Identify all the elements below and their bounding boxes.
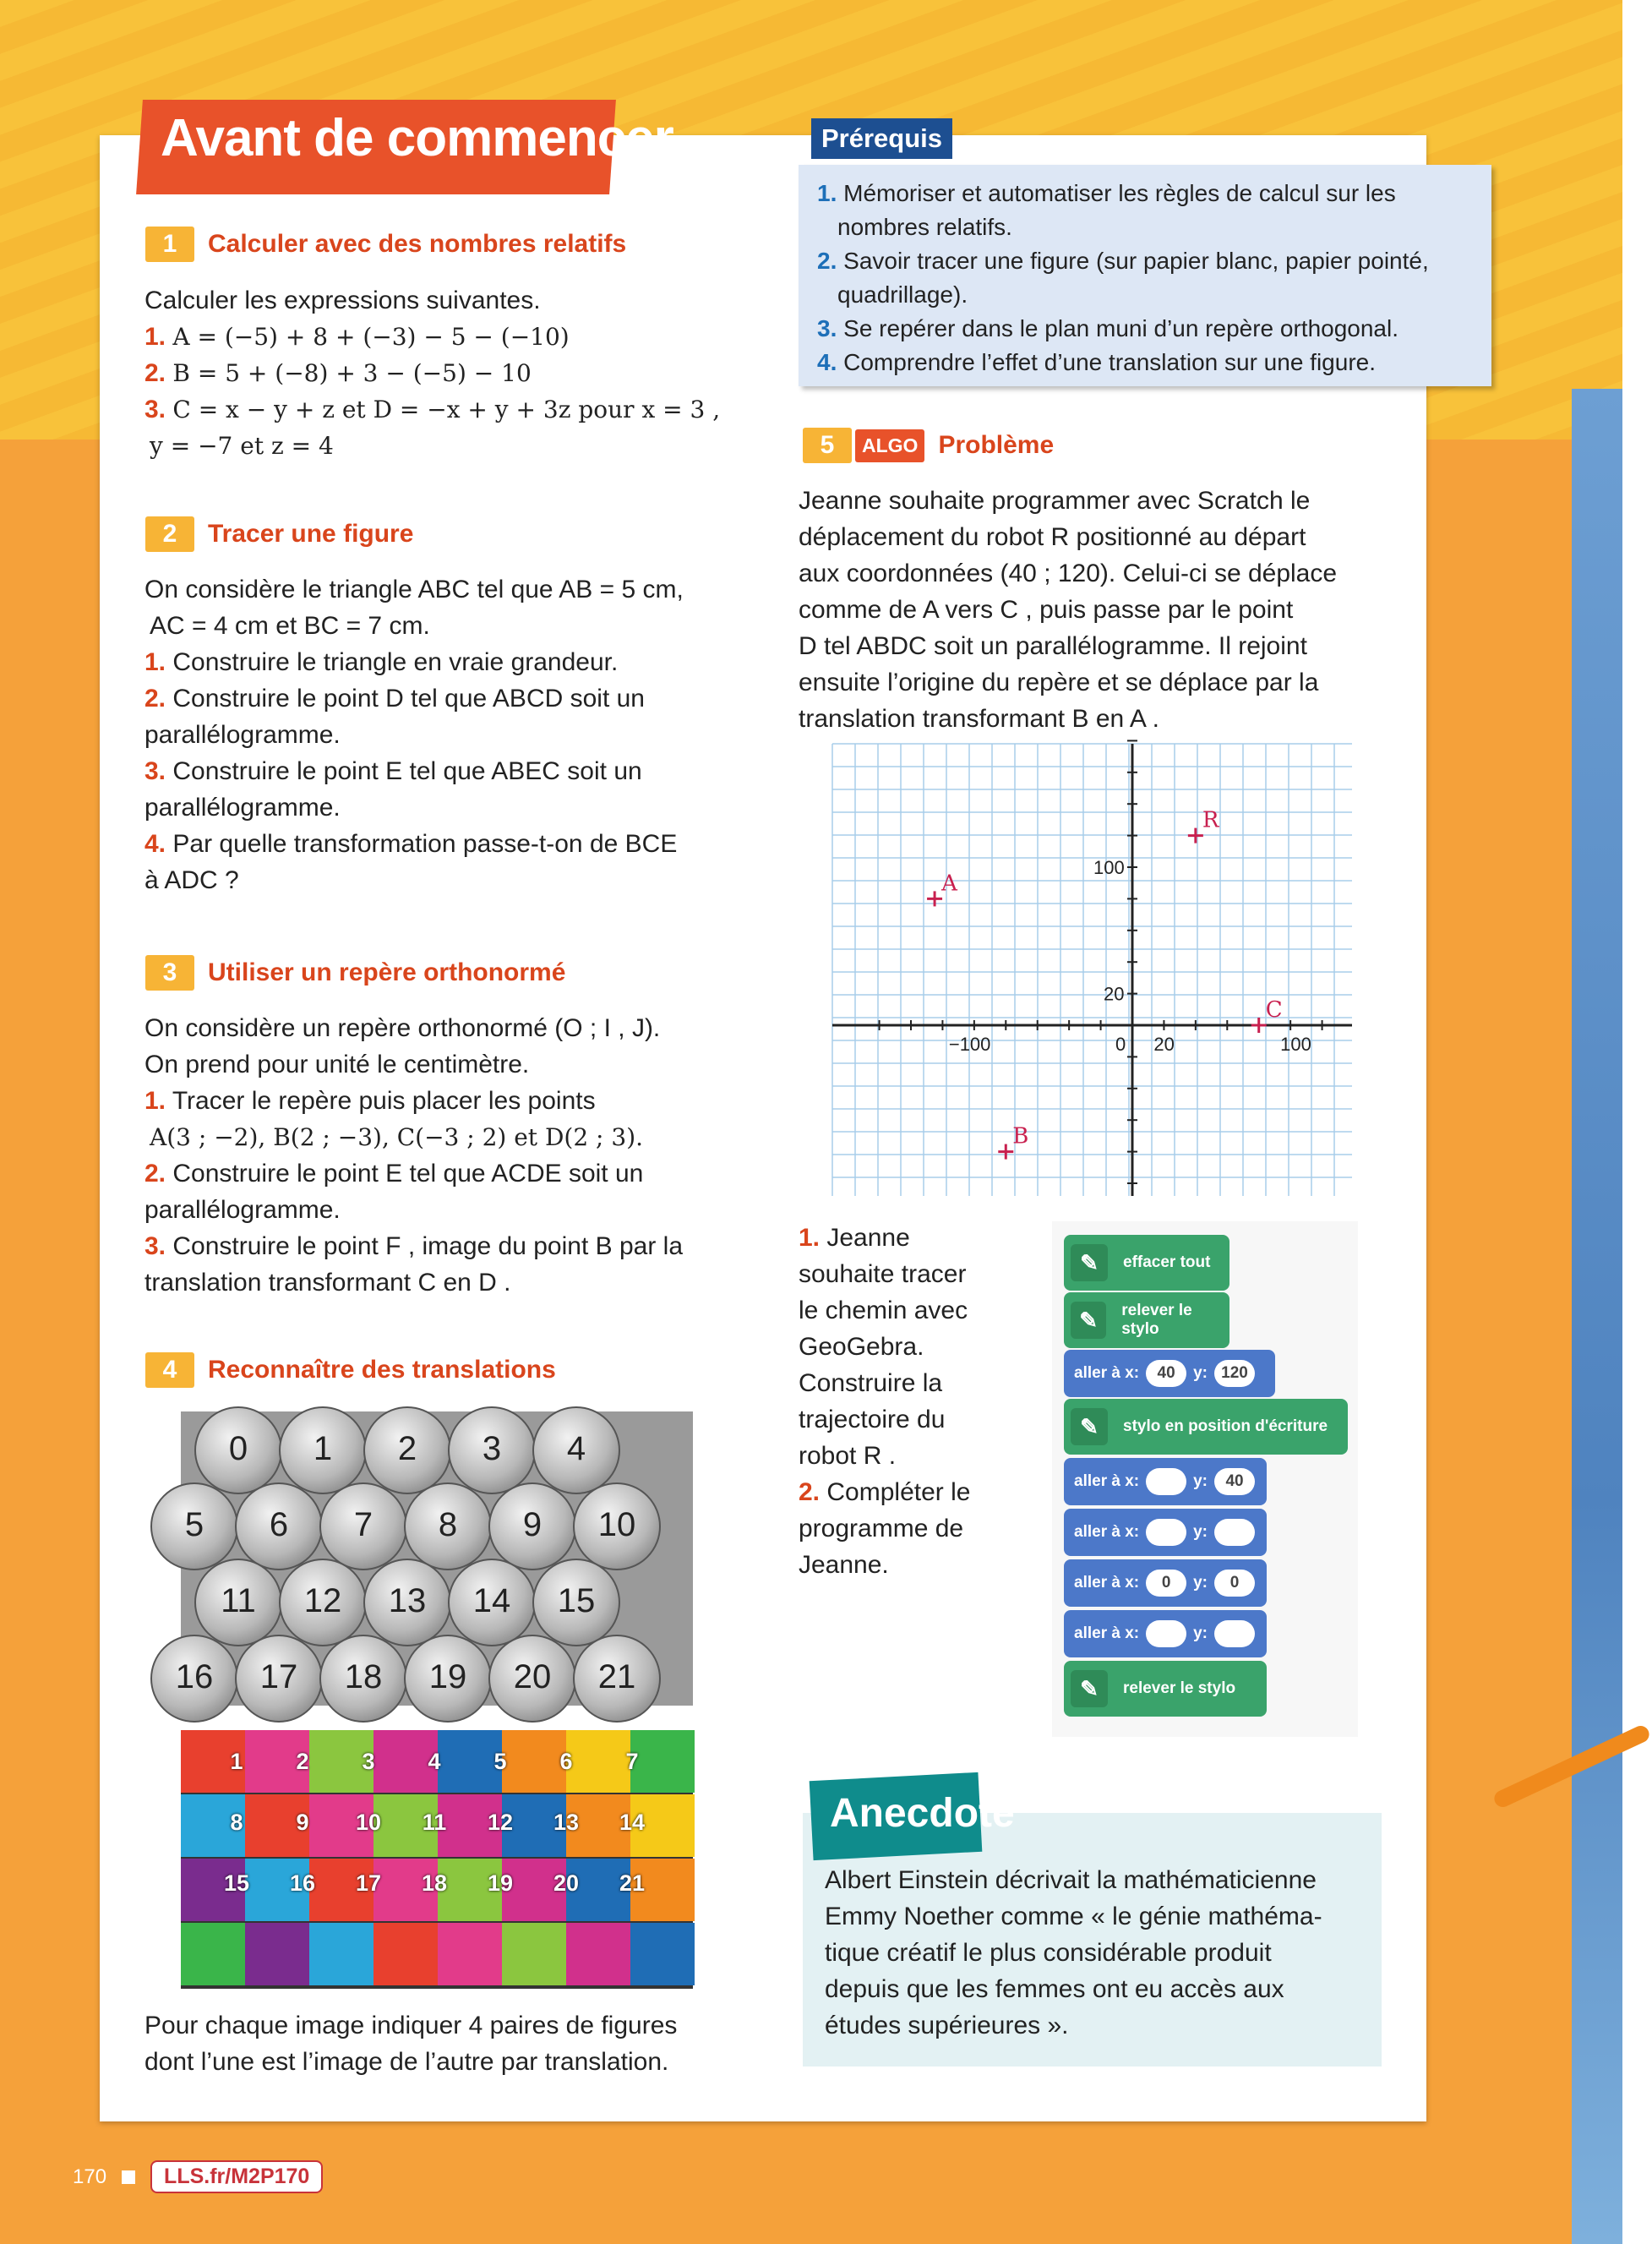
puzzle-number: 11 [422, 1810, 447, 1835]
coin [279, 1406, 367, 1494]
puzzle-number: 4 [428, 1749, 441, 1774]
puzzle-number: 12 [487, 1810, 514, 1835]
coin [532, 1559, 620, 1646]
coin-number: 5 [184, 1506, 204, 1543]
coin-number: 8 [438, 1506, 458, 1543]
coin-number: 20 [513, 1658, 552, 1695]
coin [235, 1635, 323, 1723]
puzzle-number: 5 [493, 1749, 507, 1774]
scratch-block-clear[interactable]: ✎ effacer tout [1064, 1235, 1229, 1291]
point-label: B [1012, 1123, 1029, 1149]
coin [363, 1406, 451, 1494]
section-3-body: On considère un repère orthonormé (O ; I , J). On prend pour unité le centimètre. 1. Tracer le repère puis placer les points A(3 ; −2), B(2 ; −3), C(−3 ; 2) et D(2 ; 3). 2. Construire le point E tel que ACDE soit un parallélogramme. 3. Construire le point F , image du point B par la translation transformant C en D . [144, 1014, 684, 1297]
coin [235, 1482, 323, 1570]
point-label: R [1202, 807, 1219, 833]
scratch-block-goto[interactable]: aller à x: y: [1064, 1509, 1267, 1556]
algo-tag: ALGO [855, 429, 924, 462]
section-title: Reconnaître des translations [208, 1356, 556, 1384]
anecdote-title: Anecdote [830, 1791, 1015, 1836]
puzzle-piece [181, 1923, 245, 1985]
prereq-tag: Prérequis [811, 118, 952, 159]
coin-number: 13 [388, 1582, 427, 1619]
coin-number: 14 [472, 1582, 511, 1619]
coin-number: 10 [597, 1506, 636, 1543]
anecdote-text: Albert Einstein décrivait la mathématicienne Emmy Noether comme « le génie mathéma- tique créatif le plus considérable produit depuis que les femmes ont eu accès aux études supérieures ». [825, 1866, 1322, 2039]
pen-icon: ✎ [1071, 1670, 1108, 1707]
section-number: 1 [145, 227, 194, 262]
section-number: 3 [145, 955, 194, 991]
puzzle-piece [566, 1923, 630, 1985]
puzzle-image [181, 1730, 693, 1989]
puzzle-number: 21 [619, 1870, 646, 1896]
coordinate-graph [832, 744, 1352, 1196]
coin-number: 9 [522, 1506, 542, 1543]
section-1-body: Calculer les expressions suivantes. 1. A = (−5) + 8 + (−3) − 5 − (−10) 2. B = 5 + (−8) + 3 − (−5) − 10 3. C = x − y + z et D = −x + y + 3z pour x = 3 , y = −7 et z = 4 [144, 287, 721, 460]
page-title: Avant de commencer [161, 109, 673, 167]
coin [573, 1635, 661, 1723]
scratch-program [1052, 1221, 1358, 1737]
puzzle-number: 16 [289, 1870, 316, 1896]
coins-image [175, 1411, 693, 1706]
prereq-box [799, 165, 1491, 386]
section-number: 2 [145, 516, 194, 552]
scratch-block-goto[interactable]: aller à x: 0 y: 0 [1064, 1559, 1267, 1607]
scratch-block-goto[interactable]: aller à x: y: 40 [1064, 1458, 1267, 1505]
coin [363, 1559, 451, 1646]
puzzle-piece [309, 1923, 373, 1985]
scratch-block-goto[interactable]: aller à x: 40 y: 120 [1064, 1350, 1275, 1397]
resource-link[interactable]: LLS.fr/M2P170 [150, 2160, 323, 2193]
x-tick-label: 0 [1115, 1034, 1126, 1055]
coin-number: 19 [428, 1658, 467, 1695]
puzzle-number: 1 [230, 1749, 243, 1774]
puzzle-piece [373, 1923, 438, 1985]
section-5-body: Jeanne souhaite programmer avec Scratch le déplacement du robot R positionné au départ aux coordonnées (40 ; 120). Celui-ci se déplace comme de A vers C , puis passe par le point D tel ABDC soit un parallélogramme. Il rejoint ensuite l’origine du repère et se déplace par la translation transformant B en A . [799, 487, 1338, 733]
section-3-header [145, 955, 565, 991]
y-tick-label: 100 [1093, 857, 1125, 878]
puzzle-number: 19 [487, 1870, 514, 1896]
coin-number: 21 [597, 1658, 636, 1695]
puzzle-piece [502, 1923, 566, 1985]
scratch-block-pen-up[interactable]: ✎ relever le stylo [1064, 1292, 1229, 1348]
pen-icon: ✎ [1071, 1244, 1108, 1281]
puzzle-number: 8 [230, 1810, 243, 1835]
scratch-block-goto[interactable]: aller à x: y: [1064, 1610, 1267, 1657]
pen-icon: ✎ [1071, 1302, 1106, 1339]
scratch-block-pen-up[interactable]: ✎ relever le stylo [1064, 1661, 1267, 1717]
coin [150, 1635, 238, 1723]
puzzle-number: 14 [619, 1810, 646, 1835]
coin-number: 16 [175, 1658, 214, 1695]
coin [194, 1559, 282, 1646]
coin-number: 1 [313, 1430, 333, 1467]
puzzle-piece [245, 1923, 309, 1985]
square-icon [122, 2170, 135, 2184]
section-title: Utiliser un repère orthonormé [208, 958, 566, 986]
coin-number: 12 [303, 1582, 342, 1619]
prereq-item: 1. Mémoriser et automatiser les règles de calcul sur les nombres relatifs. [817, 180, 1396, 240]
sky-photo [1572, 389, 1622, 2244]
page-number: 170 [73, 2165, 107, 2188]
puzzle-number: 20 [553, 1870, 580, 1896]
section-title: Problème [938, 431, 1055, 459]
section-number: 5 [803, 428, 852, 463]
section-2-body: On considère le triangle ABC tel que AB = 5 cm, AC = 4 cm et BC = 7 cm. 1. Construire le triangle en vraie grandeur. 2. Construire le point D tel que ABCD soit un parallélogramme. 3. Construire le point E tel que ABEC soit un parallélogramme. 4. Par quelle transformation passe-t-on de BCE à ADC ? [144, 576, 684, 894]
x-tick-label: 20 [1153, 1034, 1175, 1055]
coin [404, 1635, 492, 1723]
puzzle-number: 10 [355, 1810, 382, 1835]
point-label: A [941, 871, 957, 897]
puzzle-number: 17 [355, 1870, 382, 1896]
section-title: Tracer une figure [208, 520, 414, 548]
section-4-header [145, 1352, 556, 1388]
coin-number: 7 [353, 1506, 373, 1543]
coin-number: 3 [482, 1430, 502, 1467]
coin [488, 1635, 576, 1723]
puzzle-number: 15 [223, 1870, 250, 1896]
coin-number: 15 [557, 1582, 596, 1619]
puzzle-number: 6 [559, 1749, 573, 1774]
coin [319, 1635, 407, 1723]
coin-number: 6 [269, 1506, 289, 1543]
puzzle-number: 3 [362, 1749, 375, 1774]
puzzle-piece [630, 1923, 695, 1985]
puzzle-number: 9 [296, 1810, 309, 1835]
section-5-questions: 1. Jeanne souhaite tracer le chemin avec GeoGebra. Construire la trajectoire du robot R . 2. Compléter le programme de Jeanne. [799, 1224, 971, 1579]
page-footer [73, 2160, 323, 2193]
coin-number: 11 [221, 1582, 256, 1619]
section-4-instruction: Pour chaque image indiquer 4 paires de figures dont l’une est l’image de l’autre par translation. [144, 2012, 678, 2076]
coin [404, 1482, 492, 1570]
coin-number: 0 [228, 1430, 248, 1467]
prereq-item: 2. Savoir tracer une figure (sur papier blanc, papier pointé, quadrillage). [817, 248, 1429, 308]
coin [488, 1482, 576, 1570]
puzzle-number: 7 [625, 1749, 639, 1774]
coin-number: 18 [344, 1658, 383, 1695]
y-tick-label: 20 [1104, 983, 1125, 1005]
scratch-block-pen-down[interactable]: ✎ stylo en position d'écriture [1064, 1399, 1348, 1455]
puzzle-piece [438, 1923, 502, 1985]
puzzle-number: 18 [421, 1870, 448, 1896]
section-2-header [145, 516, 413, 552]
coin-number: 17 [259, 1658, 298, 1695]
coin [573, 1482, 661, 1570]
puzzle-number: 2 [296, 1749, 309, 1774]
section-1-header [145, 227, 626, 262]
coin-number: 4 [566, 1430, 586, 1467]
x-tick-label: 100 [1280, 1034, 1311, 1055]
section-5-header [803, 428, 1054, 463]
coin-number: 2 [397, 1430, 417, 1467]
prereq-item: 4. Comprendre l’effet d’une translation sur une figure. [817, 349, 1376, 375]
section-title: Calculer avec des nombres relatifs [208, 230, 627, 258]
coin [448, 1559, 536, 1646]
coin [150, 1482, 238, 1570]
x-tick-label: −100 [948, 1034, 991, 1055]
pen-icon: ✎ [1071, 1408, 1108, 1445]
point-label: C [1265, 997, 1283, 1023]
coin [448, 1406, 536, 1494]
coin [319, 1482, 407, 1570]
coin [194, 1406, 282, 1494]
coin [279, 1559, 367, 1646]
puzzle-number: 13 [553, 1810, 580, 1835]
prereq-item: 3. Se repérer dans le plan muni d’un repère orthogonal. [817, 315, 1399, 341]
section-number: 4 [145, 1352, 194, 1388]
coin [532, 1406, 620, 1494]
